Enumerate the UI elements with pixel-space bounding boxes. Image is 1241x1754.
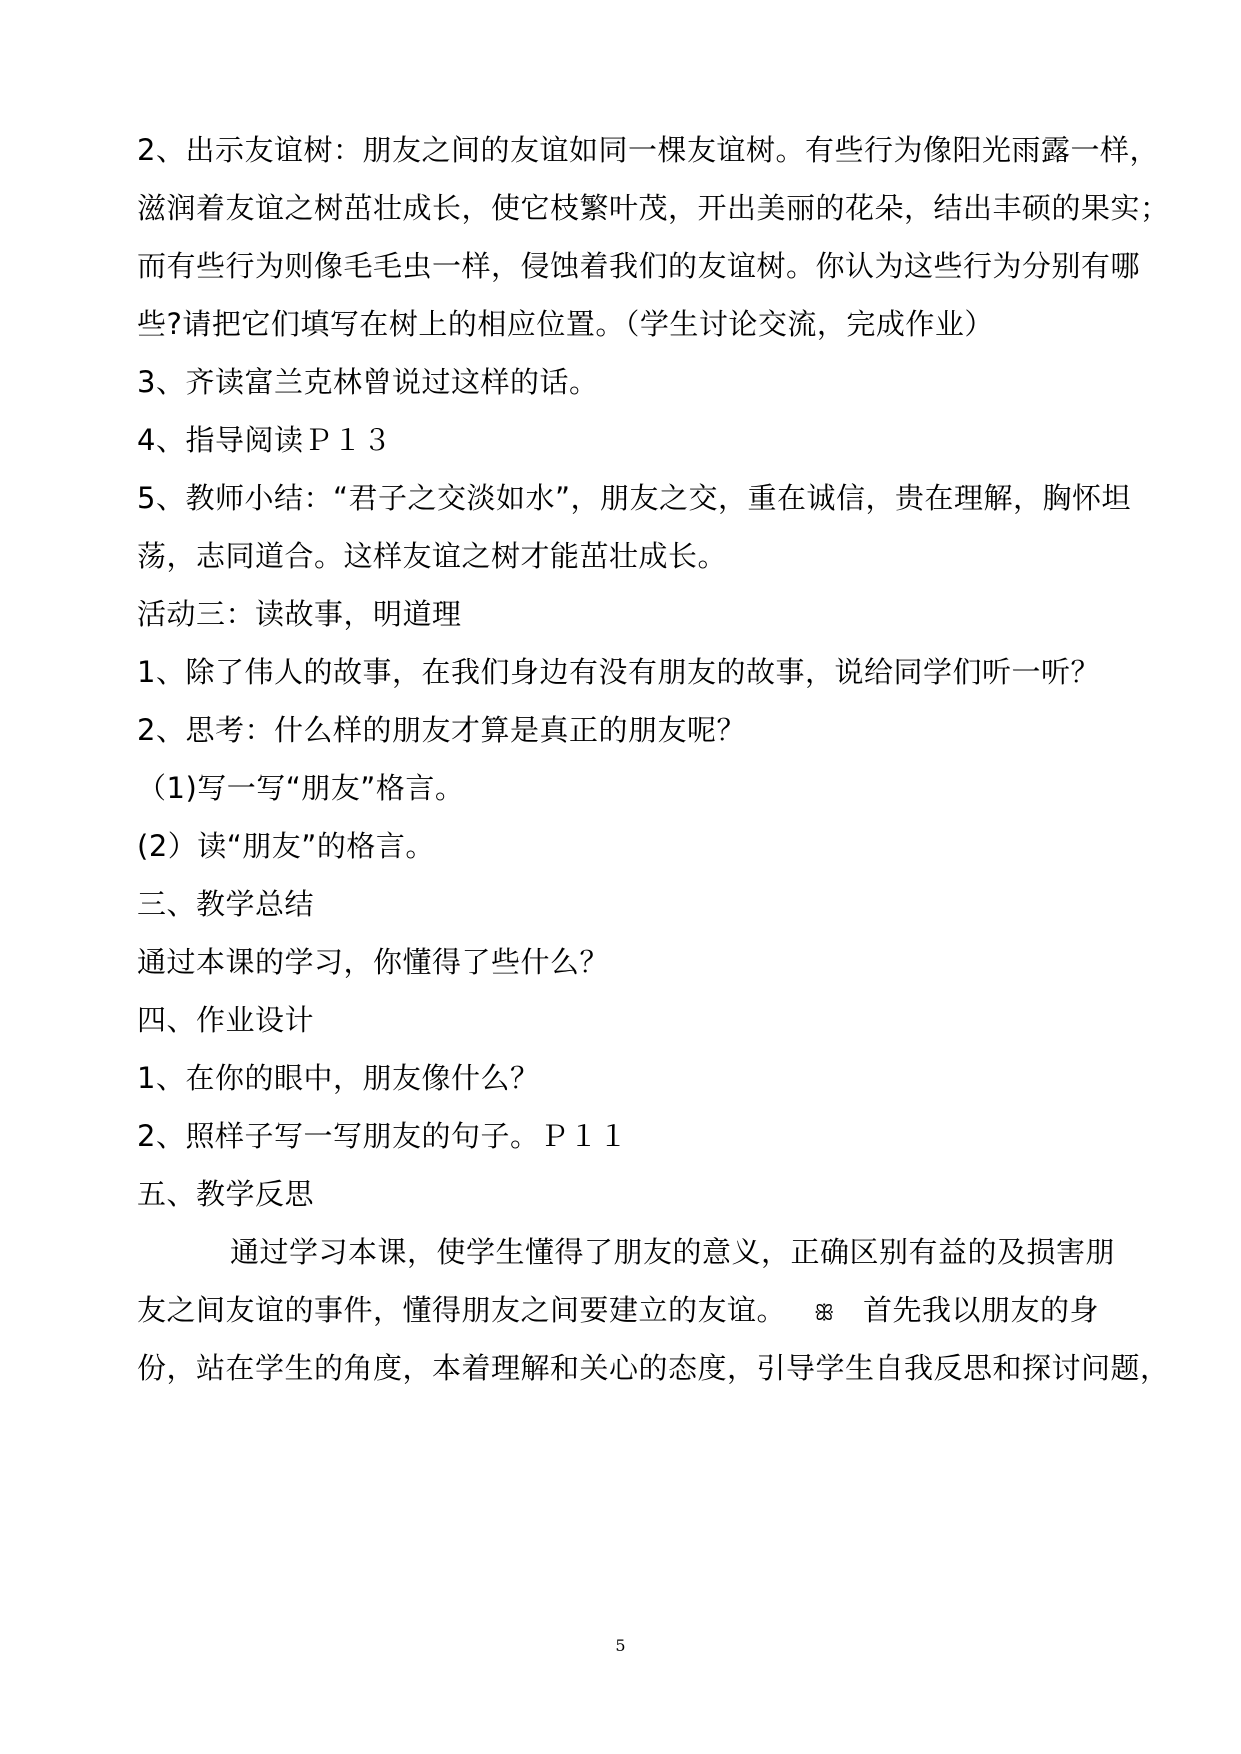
paragraph-line: 4、指导阅读Ｐ１３: [137, 423, 392, 457]
paragraph-line: 2、思考：什么样的朋友才算是真正的朋友呢？: [137, 713, 746, 747]
paragraph-line: 些?请把它们填写在树上的相应位置。（学生讨论交流，完成作业）: [137, 307, 994, 341]
list-item: (2）读“朋友”的格言。: [137, 829, 435, 863]
paragraph-text: 首先我以朋友的身: [862, 1293, 1099, 1327]
paragraph-text: 友之间友谊的事件，懂得朋友之间要建立的友谊。: [137, 1293, 787, 1327]
paragraph-line: 2、出示友谊树：朋友之间的友谊如同一棵友谊树。有些行为像阳光雨露一样，: [137, 133, 1159, 167]
paragraph-line: 通过本课的学习，你懂得了些什么？: [137, 945, 610, 979]
paragraph-line: 荡，志同道合。这样友谊之树才能茁壮成长。: [137, 539, 728, 573]
section-heading: 五、教学反思: [137, 1177, 315, 1211]
paragraph-line: 而有些行为则像毛毛虫一样，侵蚀着我们的友谊树。你认为这些行为分别有哪: [137, 249, 1141, 283]
section-heading: 三、教学总结: [137, 887, 315, 921]
paragraph-line: 滋润着友谊之树茁壮成长，使它枝繁叶茂，开出美丽的花朵，结出丰硕的果实；: [137, 191, 1170, 225]
list-item: （1)写一写“朋友”格言。: [137, 771, 465, 805]
paragraph-line: 通过学习本课，使学生懂得了朋友的意义，正确区别有益的及损害朋: [230, 1235, 1116, 1269]
paragraph-line: 1、除了伟人的故事，在我们身边有没有朋友的故事，说给同学们听一听？: [137, 655, 1100, 689]
section-heading: 四、作业设计: [137, 1003, 315, 1037]
section-heading: 活动三：读故事，明道理: [137, 597, 462, 631]
paragraph-line: 1、在你的眼中，朋友像什么？: [137, 1061, 540, 1095]
paragraph-line: [137, 1290, 1127, 1334]
paragraph-line: 3、齐读富兰克林曾说过这样的话。: [137, 365, 599, 399]
decorative-mark-icon: ꕥ: [814, 1301, 835, 1326]
paragraph-line: 2、照样子写一写朋友的句子。Ｐ１１: [137, 1119, 628, 1153]
paragraph-line: 份，站在学生的角度，本着理解和关心的态度，引导学生自我反思和探讨问题，: [137, 1351, 1170, 1385]
page-number: 5: [615, 1636, 626, 1655]
paragraph-line: 5、教师小结：“君子之交淡如水”，朋友之交，重在诚信，贵在理解，胸怀坦: [137, 481, 1131, 515]
